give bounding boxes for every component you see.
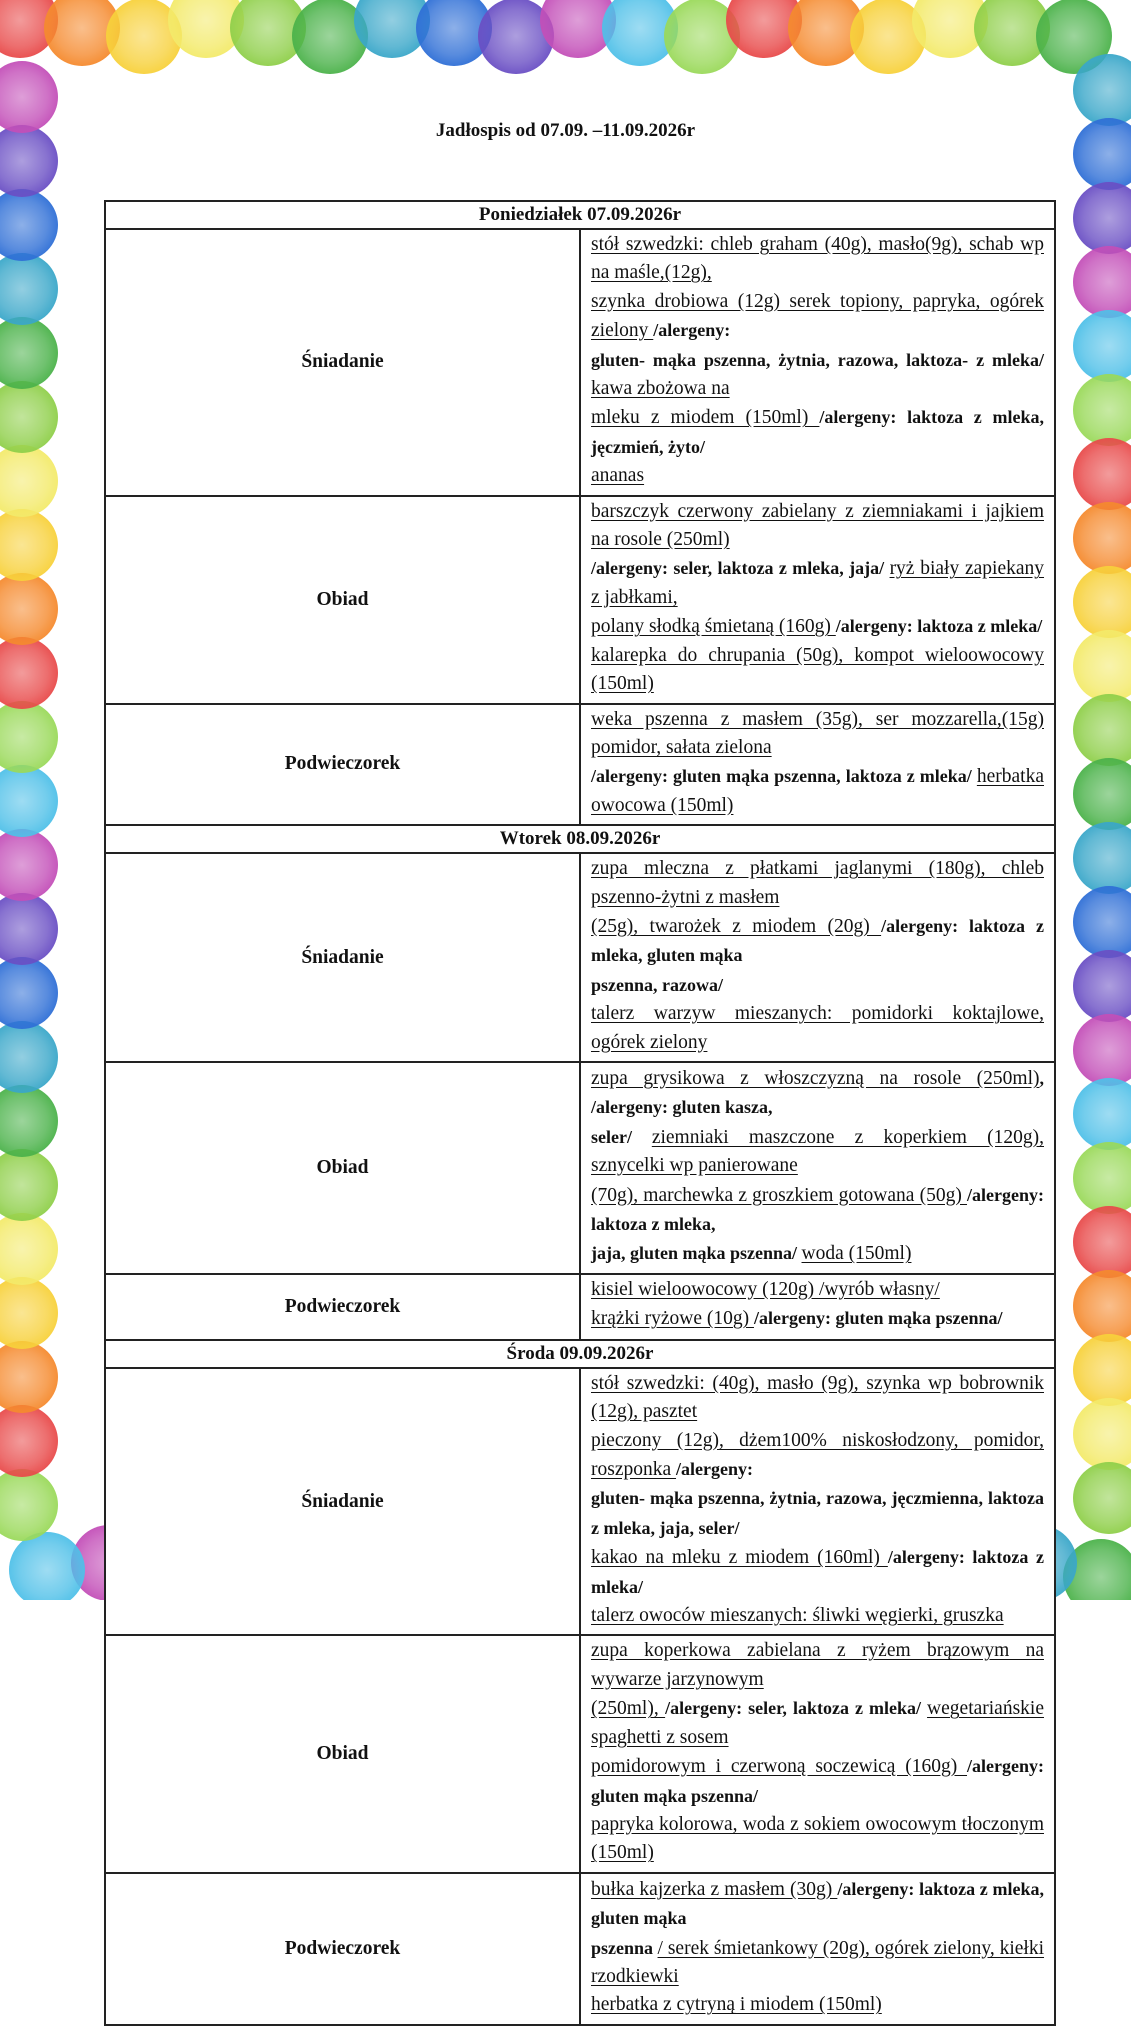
allergen-text: /alergeny: bbox=[653, 320, 731, 341]
border-dot bbox=[0, 1085, 58, 1157]
description-line bbox=[591, 498, 1044, 555]
dish-text: ryż biały zapiekany z jabłkami, bbox=[591, 558, 1045, 608]
allergen-text: /alergeny: laktoza z mleka, jęczmień, żyto/ bbox=[591, 407, 1044, 457]
description-line bbox=[591, 288, 1044, 346]
border-dot bbox=[0, 1149, 58, 1221]
description-line bbox=[591, 1811, 1044, 1868]
description-line bbox=[591, 403, 1044, 462]
dish-text: ziemniaki maszczone z koperkiem (120g), sznycelki wp panierowane bbox=[591, 1126, 1044, 1177]
day-header: Środa 09.09.2026r bbox=[105, 1340, 1055, 1368]
meal-description bbox=[580, 1274, 1055, 1340]
meal-description bbox=[580, 1635, 1055, 1872]
dish-text: barszczyk czerwony zabielany z ziemniakami i jajkiem na rosole (250ml) bbox=[591, 500, 1044, 551]
dish-text: kalarepka do chrupania (50g), kompot wieloowocowy (150ml) bbox=[591, 644, 1044, 695]
border-dot bbox=[0, 253, 58, 325]
border-dot bbox=[0, 957, 58, 1029]
dish-text: / serek śmietankowy (20g), ogórek zielony, kiełki rzodkiewki bbox=[591, 1937, 1045, 1987]
allergen-text: /alergeny: gluten mąka pszenna, laktoza z mleka/ bbox=[591, 766, 977, 787]
border-dot bbox=[0, 1469, 58, 1541]
description-line bbox=[591, 1875, 1044, 1934]
allergen-text: pszenna, razowa/ bbox=[591, 974, 723, 995]
dish-text: krążki ryżowe (10g) bbox=[591, 1308, 754, 1330]
description-line bbox=[591, 1064, 1044, 1123]
meal-label: Obiad bbox=[105, 1062, 580, 1274]
meal-description bbox=[580, 853, 1055, 1062]
border-dot bbox=[1073, 1206, 1131, 1278]
border-dot bbox=[0, 1277, 58, 1349]
meal-label: Podwieczorek bbox=[105, 1873, 580, 2025]
dish-text: szynka drobiowa (12g) serek topiony, papryka, ogórek zielony bbox=[591, 290, 1044, 342]
border-dot bbox=[1073, 822, 1131, 894]
dish-text: kawa zbożowa na bbox=[591, 378, 730, 400]
meal-label: Obiad bbox=[105, 1635, 580, 1872]
allergen-text: seler/ bbox=[591, 1126, 652, 1147]
allergen-text: /alergeny: laktoza z mleka/ bbox=[591, 1547, 1044, 1597]
dish-text: (250ml), bbox=[591, 1698, 666, 1720]
border-dot bbox=[1073, 310, 1131, 382]
meal-row bbox=[105, 1635, 1055, 1872]
allergen-text: /alergeny: gluten mąka pszenna/ bbox=[591, 1756, 1044, 1806]
dish-text: ananas bbox=[591, 465, 645, 487]
meal-description bbox=[580, 496, 1055, 704]
dish-text: (70g), marchewka z groszkiem gotowana (50g) bbox=[591, 1184, 968, 1206]
dish-text: stół szwedzki: chleb graham (40g), masło(9g), schab wp na maśle,(12g), bbox=[591, 234, 1044, 284]
description-line bbox=[591, 706, 1044, 763]
border-dot bbox=[0, 445, 58, 517]
description-line bbox=[591, 1637, 1044, 1694]
description-line bbox=[591, 462, 1044, 490]
border-dot bbox=[1073, 502, 1131, 574]
meal-description bbox=[580, 1873, 1055, 2025]
dish-text: (25g), twarożek z miodem (20g) bbox=[591, 915, 882, 937]
dish-text: kakao na mleku z miodem (160ml) bbox=[591, 1547, 888, 1569]
description-line bbox=[591, 612, 1044, 641]
border-dot bbox=[0, 381, 58, 453]
description-line bbox=[591, 1602, 1044, 1630]
border-dot bbox=[1073, 1270, 1131, 1342]
meal-row bbox=[105, 853, 1055, 1062]
meal-description bbox=[580, 1368, 1055, 1636]
border-dot bbox=[1073, 1142, 1131, 1214]
border-dot bbox=[1073, 1078, 1131, 1150]
border-dot bbox=[0, 829, 58, 901]
border-dot bbox=[1073, 694, 1131, 766]
allergen-text: /alergeny: laktoza z mleka/ bbox=[835, 616, 1043, 637]
dish-text: pieczony (12g), dżem100% niskosłodzony, pomidor, roszponka bbox=[591, 1429, 1044, 1481]
meal-row bbox=[105, 1873, 1055, 2025]
dish-text: talerz owoców mieszanych: śliwki węgierki, gruszka bbox=[591, 1605, 1004, 1627]
dish-text: herbatka owocowa (150ml) bbox=[591, 766, 1044, 816]
dish-text: stół szwedzki: (40g), masło (9g), szynka wp bobrownik (12g), pasztet bbox=[591, 1372, 1044, 1423]
description-line bbox=[591, 1484, 1044, 1543]
border-dot bbox=[0, 317, 58, 389]
day-header: Poniedziałek 07.09.2026r bbox=[105, 201, 1055, 229]
dish-text: zupa mleczna z płatkami jaglanymi (180g), chleb pszenno-żytni z masłem bbox=[591, 858, 1044, 908]
description-line bbox=[591, 971, 1044, 1000]
allergen-text: pszenna bbox=[591, 1937, 658, 1958]
description-line bbox=[591, 554, 1044, 612]
description-line bbox=[591, 1181, 1044, 1240]
description-line bbox=[591, 642, 1044, 699]
border-dot bbox=[1073, 438, 1131, 510]
description-line bbox=[591, 1934, 1044, 1992]
dish-text: zupa grysikowa z włoszczyzną na rosole (250ml) bbox=[591, 1067, 1040, 1089]
description-line bbox=[591, 1304, 1044, 1333]
meal-label: Podwieczorek bbox=[105, 1274, 580, 1340]
border-dot bbox=[1073, 374, 1131, 446]
allergen-text: gluten- mąka pszenna, żytnia, razowa, laktoza- z mleka/ bbox=[591, 349, 1044, 370]
border-dot bbox=[0, 509, 58, 581]
meal-label: Obiad bbox=[105, 496, 580, 704]
border-dot bbox=[0, 893, 58, 965]
meal-label: Śniadanie bbox=[105, 1368, 580, 1636]
border-dot bbox=[1073, 1334, 1131, 1406]
border-dot bbox=[0, 1341, 58, 1413]
dish-text: polany słodką śmietaną (160g) bbox=[591, 616, 836, 638]
border-dot bbox=[9, 1532, 85, 1600]
allergen-text: /alergeny: laktoza z mleka, gluten mąka bbox=[591, 1878, 1044, 1929]
dish-text: woda (150ml) bbox=[801, 1243, 912, 1265]
border-dot bbox=[0, 637, 58, 709]
description-line bbox=[591, 912, 1044, 971]
allergen-text: /alergeny: seler, laktoza z mleka/ bbox=[665, 1698, 928, 1719]
meal-row bbox=[105, 496, 1055, 704]
meal-row bbox=[105, 1368, 1055, 1636]
border-dot bbox=[1073, 758, 1131, 830]
dish-text: pomidorowym i czerwoną soczewicą (160g) bbox=[591, 1756, 968, 1778]
description-line bbox=[591, 1991, 1044, 2019]
meal-label: Śniadanie bbox=[105, 229, 580, 496]
meal-row bbox=[105, 1062, 1055, 1274]
dish-text: talerz warzyw mieszanych: pomidorki koktajlowe, ogórek zielony bbox=[591, 1003, 1044, 1053]
allergen-text: gluten- mąka pszenna, żytnia, razowa, jęczmienna, laktoza z mleka, jaja, seler/ bbox=[591, 1488, 1044, 1538]
dish-text: mleku z miodem (150ml) bbox=[591, 407, 820, 429]
border-dot bbox=[1073, 1462, 1131, 1534]
border-dot bbox=[1073, 1014, 1131, 1086]
page-title: Jadłospis od 07.09. –11.09.2026r bbox=[435, 120, 696, 141]
meal-label: Śniadanie bbox=[105, 853, 580, 1062]
description-line bbox=[591, 762, 1044, 820]
border-dot bbox=[1073, 566, 1131, 638]
allergen-text: , /alergeny: gluten kasza, bbox=[591, 1067, 1044, 1118]
meal-description bbox=[580, 229, 1055, 496]
border-dot bbox=[0, 189, 58, 261]
border-dot bbox=[0, 1021, 58, 1093]
allergen-text: jaja, gluten mąka pszenna/ bbox=[591, 1243, 802, 1264]
dish-text: papryka kolorowa, woda z sokiem owocowym tłoczonym (150ml) bbox=[591, 1813, 1044, 1864]
allergen-text: /alergeny: seler, laktoza z mleka, jaja/ bbox=[591, 558, 890, 579]
border-dot bbox=[1073, 630, 1131, 702]
meal-row bbox=[105, 229, 1055, 496]
description-line bbox=[591, 231, 1044, 288]
border-dot bbox=[1073, 182, 1131, 254]
description-line bbox=[591, 855, 1044, 912]
meal-row bbox=[105, 1274, 1055, 1340]
allergen-text: /alergeny: gluten mąka pszenna/ bbox=[753, 1308, 1003, 1329]
day-header: Wtorek 08.09.2026r bbox=[105, 825, 1055, 853]
meal-label: Podwieczorek bbox=[105, 704, 580, 826]
dish-text: bułka kajzerka z masłem (30g) bbox=[591, 1878, 838, 1900]
description-line bbox=[591, 1239, 1044, 1268]
border-dot bbox=[0, 701, 58, 773]
description-line bbox=[591, 1000, 1044, 1057]
description-line bbox=[591, 1694, 1044, 1752]
border-dot bbox=[0, 573, 58, 645]
description-line bbox=[591, 1543, 1044, 1602]
dish-text: wegetariańskie spaghetti z sosem bbox=[591, 1698, 1044, 1748]
description-line bbox=[591, 1276, 1044, 1304]
border-dot bbox=[0, 1405, 58, 1477]
dish-text: kisiel wieloowocowy (120g) /wyrób własny/ bbox=[591, 1278, 940, 1300]
description-line bbox=[591, 1123, 1044, 1181]
description-line bbox=[591, 346, 1044, 404]
menu-table bbox=[104, 200, 1056, 2026]
border-dot bbox=[1073, 1398, 1131, 1470]
description-line bbox=[591, 1370, 1044, 1427]
meal-description bbox=[580, 1062, 1055, 1274]
dish-text: herbatka z cytryną i miodem (150ml) bbox=[591, 1994, 882, 2016]
meal-description bbox=[580, 704, 1055, 826]
allergen-text: /alergeny: laktoza z mleka, gluten mąka bbox=[591, 915, 1044, 966]
border-dot bbox=[1073, 886, 1131, 958]
meal-row bbox=[105, 704, 1055, 826]
allergen-text: /alergeny: laktoza z mleka, bbox=[591, 1184, 1044, 1234]
border-dot bbox=[0, 1213, 58, 1285]
border-dot bbox=[1073, 246, 1131, 318]
allergen-text: /alergeny: bbox=[676, 1459, 754, 1480]
dish-text: zupa koperkowa zabielana z ryżem brązowym na wywarze jarzynowym bbox=[591, 1640, 1044, 1690]
description-line bbox=[591, 1427, 1044, 1485]
dish-text: weka pszenna z masłem (35g), ser mozzarella,(15g) pomidor, sałata zielona bbox=[591, 708, 1044, 758]
description-line bbox=[591, 1752, 1044, 1811]
border-dot bbox=[1073, 950, 1131, 1022]
border-dot bbox=[0, 765, 58, 837]
